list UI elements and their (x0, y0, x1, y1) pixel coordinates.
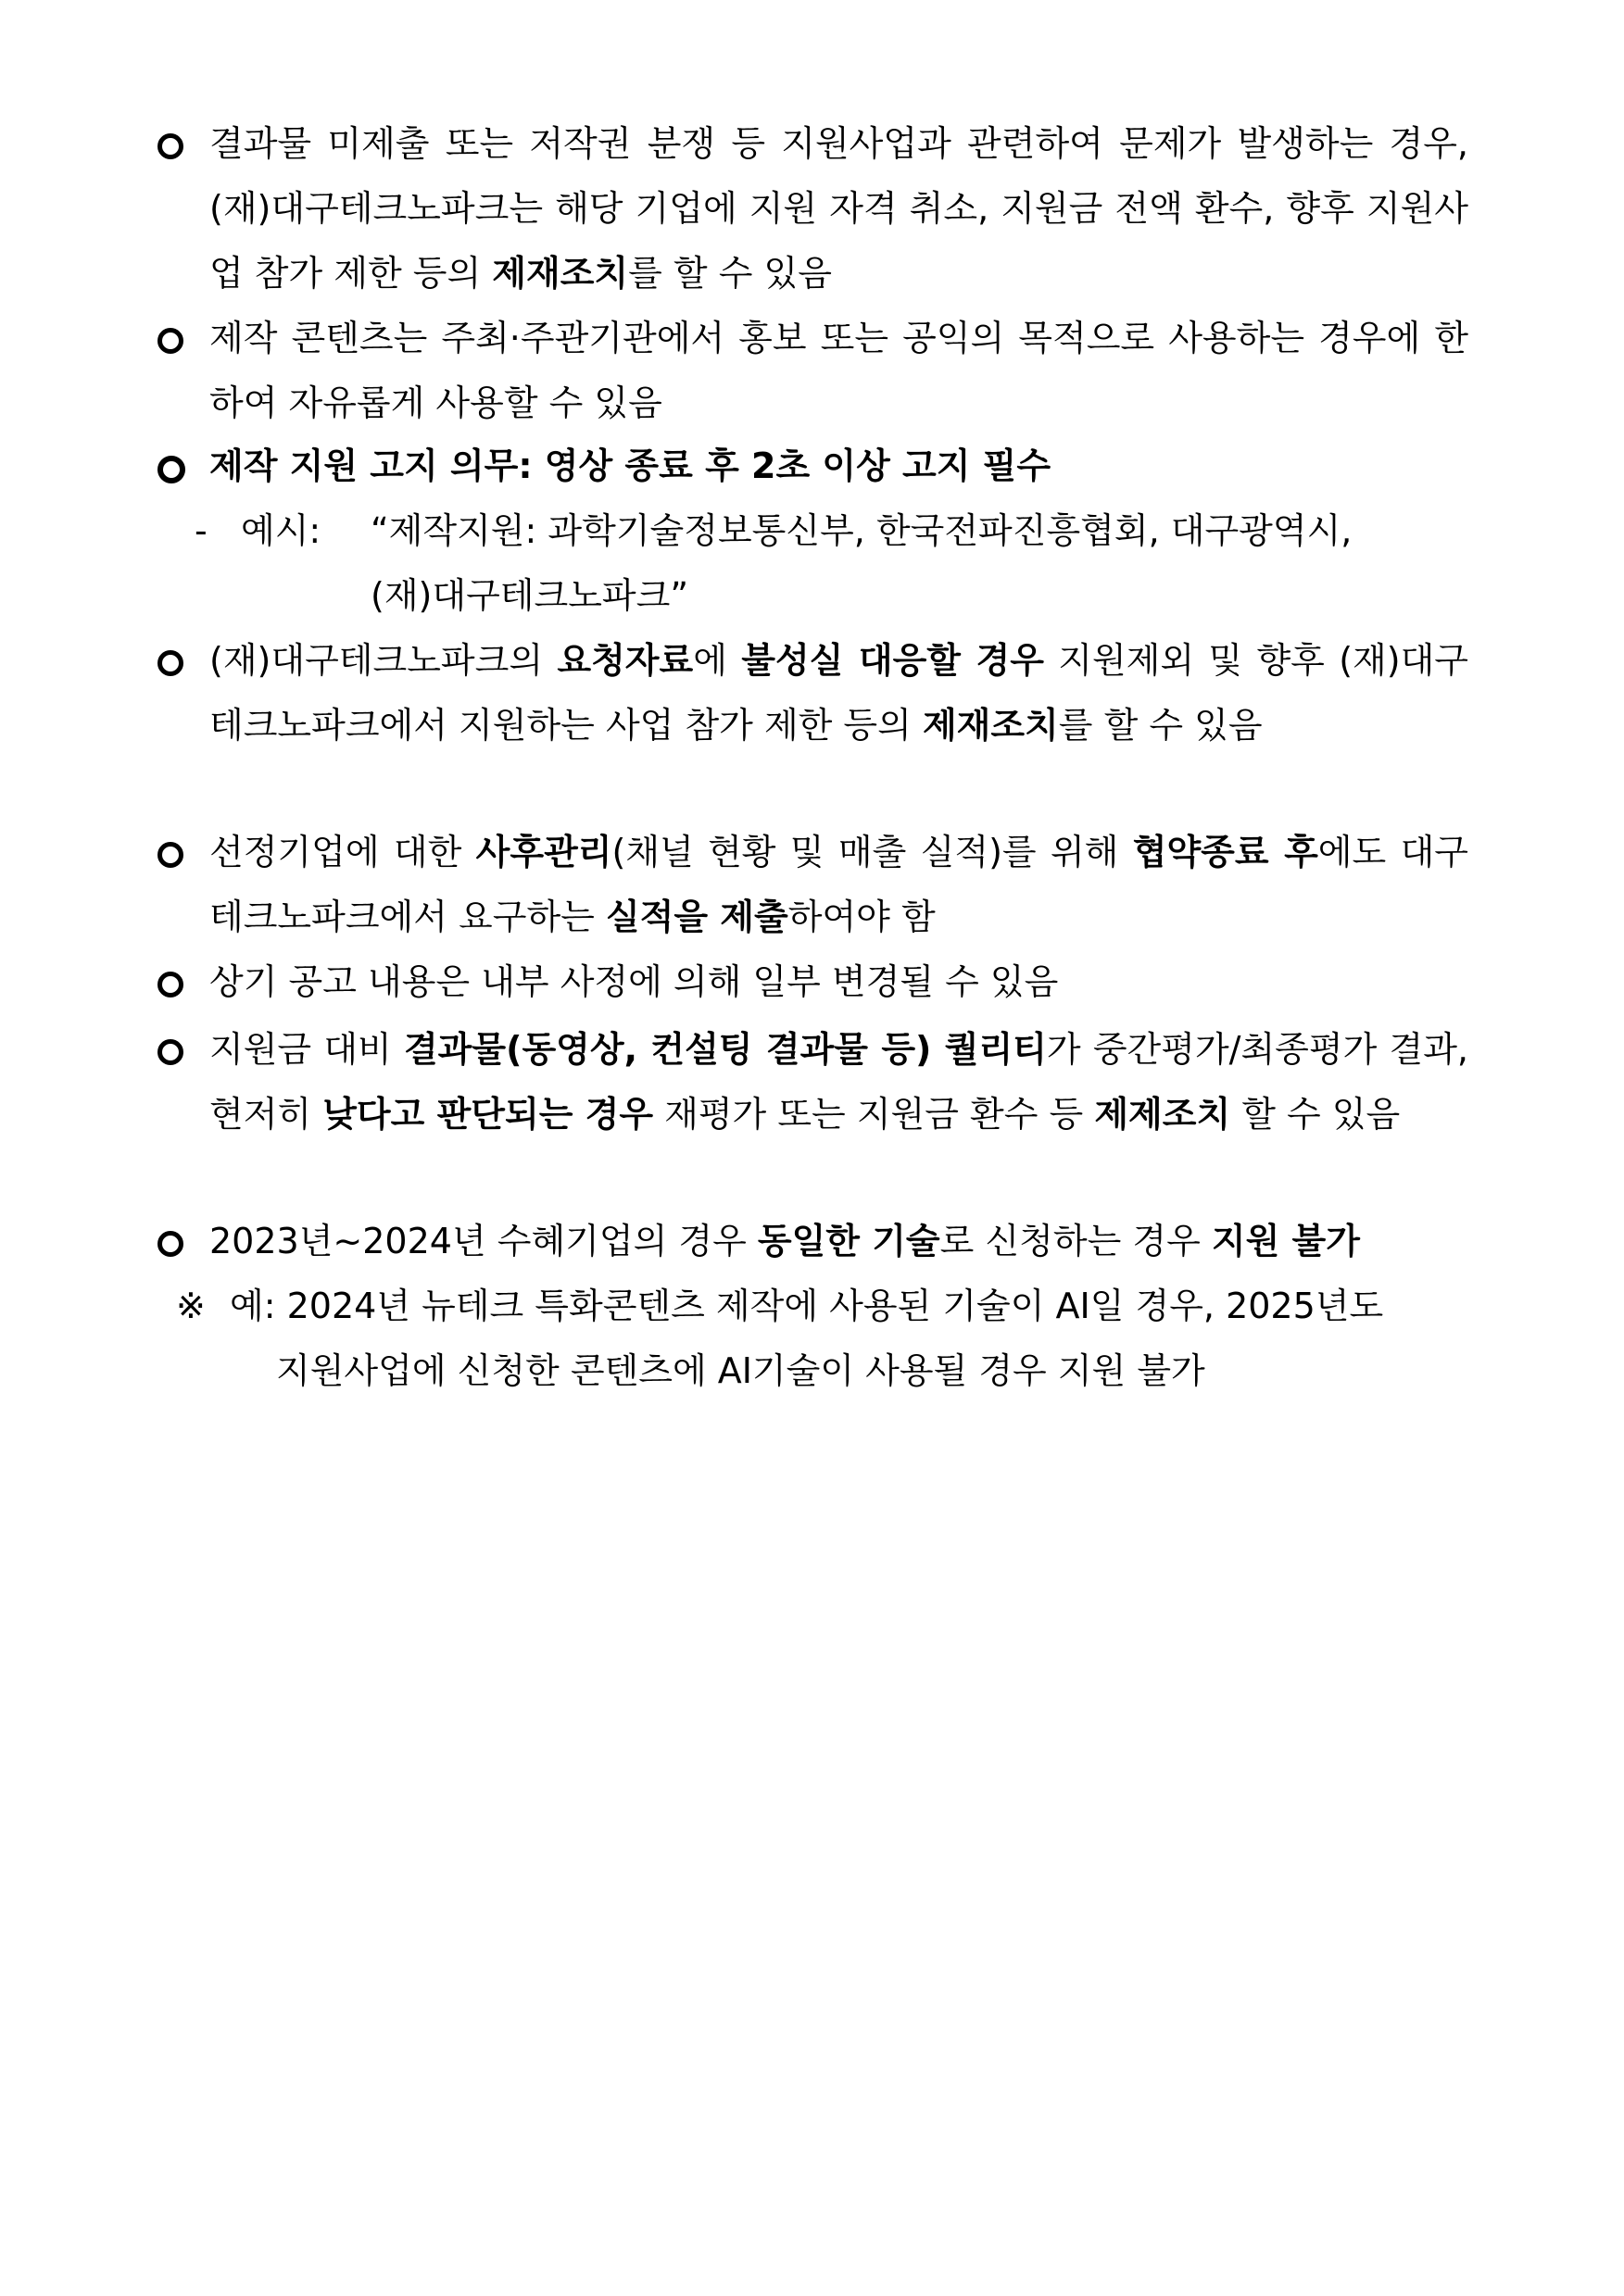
text-run: 가 중간평가/최종평가 결과, 현저히 (209, 1029, 1468, 1135)
text-run: 선정기업에 대한 (209, 832, 476, 872)
text-run-bold: 협약종료 후 (1132, 832, 1318, 872)
text-run: 로 신청하는 경우 (939, 1221, 1212, 1261)
text-run: (재)대구테크노파크의 (209, 640, 558, 681)
text-run: 결과물 미제출 또는 저작권 분쟁 등 지원사업과 관련하여 문제가 발생하는 경우, (재)대구테크노파크는 해당 기업에 지원 자격 취소, 지원금 전액 환수, 향후 지원사업 참가 제한 등의 (209, 123, 1468, 294)
text-run-bold: 제재조치 (492, 253, 629, 294)
text-run-bold: 제재조치 (922, 705, 1059, 746)
notice-item-prior-recipients (157, 1209, 1468, 1273)
note-text (176, 1273, 1468, 1403)
text-run-bold: 동일한 기술 (757, 1221, 940, 1261)
notice-text (157, 111, 1468, 306)
example-label: 예시: (241, 510, 321, 551)
notice-item-content-usage (157, 306, 1468, 435)
notice-item-penalty (157, 111, 1468, 306)
text-run-bold: 제제조치 (1094, 1094, 1231, 1135)
example-credit (195, 498, 1468, 628)
text-run: 를 할 수 있음 (628, 253, 832, 294)
reference-note (176, 1273, 1468, 1403)
text-run: 를 할 수 있음 (1058, 705, 1263, 746)
example-line: “제작지원: 과학기술정보통신부, 한국전파진흥협회, 대구광역시, (371, 510, 1353, 551)
notice-text (157, 628, 1468, 758)
text-run: 2023년~2024년 수혜기업의 경우 (209, 1221, 758, 1261)
text-run: 상기 공고 내용은 내부 사정에 의해 일부 변경될 수 있음 (209, 961, 1059, 1002)
text-run: 제작 콘텐츠는 주최·주관기관에서 홍보 또는 공익의 목적으로 사용하는 경우에 한하여 자유롭게 사용할 수 있음 (209, 318, 1468, 423)
notice-text (157, 1209, 1468, 1273)
notice-text (157, 820, 1468, 949)
reference-mark-icon: ※ (176, 1286, 206, 1326)
example-text (195, 498, 1468, 628)
text-run-bold: 요청자료 (557, 640, 694, 681)
note-line: 지원사업에 신청한 콘텐츠에 AI기술이 사용될 경우 지원 불가 (276, 1350, 1205, 1391)
text-run: 에도 대구테크노파크에서 요구하는 (209, 832, 1468, 937)
notice-item-quality (157, 1017, 1468, 1147)
dash-marker: - (195, 510, 208, 551)
notice-item-credit-obligation (157, 433, 1468, 498)
text-run: 할 수 있음 (1230, 1094, 1401, 1135)
example-line: (재)대구테크노파크” (371, 575, 689, 616)
text-run-bold: 실적을 제출 (605, 897, 788, 937)
text-run: 하여야 함 (787, 897, 936, 937)
notice-item-follow-up (157, 820, 1468, 949)
notice-item-non-compliance (157, 628, 1468, 758)
text-run-bold: 사후관리 (475, 832, 612, 872)
text-run-bold: 낮다고 판단되는 경우 (322, 1094, 654, 1135)
text-run: 지원금 대비 (209, 1029, 404, 1070)
notice-text (157, 949, 1468, 1014)
text-run-bold: 지원 불가 (1211, 1221, 1360, 1261)
text-run: 재평가 또는 지원금 환수 등 (653, 1094, 1095, 1135)
text-run: (채널 현황 및 매출 실적)를 위해 (611, 832, 1133, 872)
note-line: 예: 2024년 뉴테크 특화콘텐츠 제작에 사용된 기술이 AI일 경우, 2025년도 (230, 1286, 1384, 1326)
text-run-bold: 불성실 대응할 경우 (741, 640, 1044, 681)
notice-text (157, 306, 1468, 435)
notice-item-change (157, 949, 1468, 1014)
text-run-bold: 제작 지원 고지 의무: 영상 종료 후 2초 이상 고지 필수 (209, 445, 1051, 486)
text-run: 지원제외 및 향후 (재)대구테크노파크에서 지원하는 사업 참가 제한 등의 (209, 640, 1468, 746)
notice-text (157, 433, 1468, 498)
text-run-bold: 결과물(동영상, 컨설팅 결과물 등) 퀄리티 (403, 1029, 1047, 1070)
notice-text (157, 1017, 1468, 1147)
text-run: 에 (693, 640, 742, 681)
